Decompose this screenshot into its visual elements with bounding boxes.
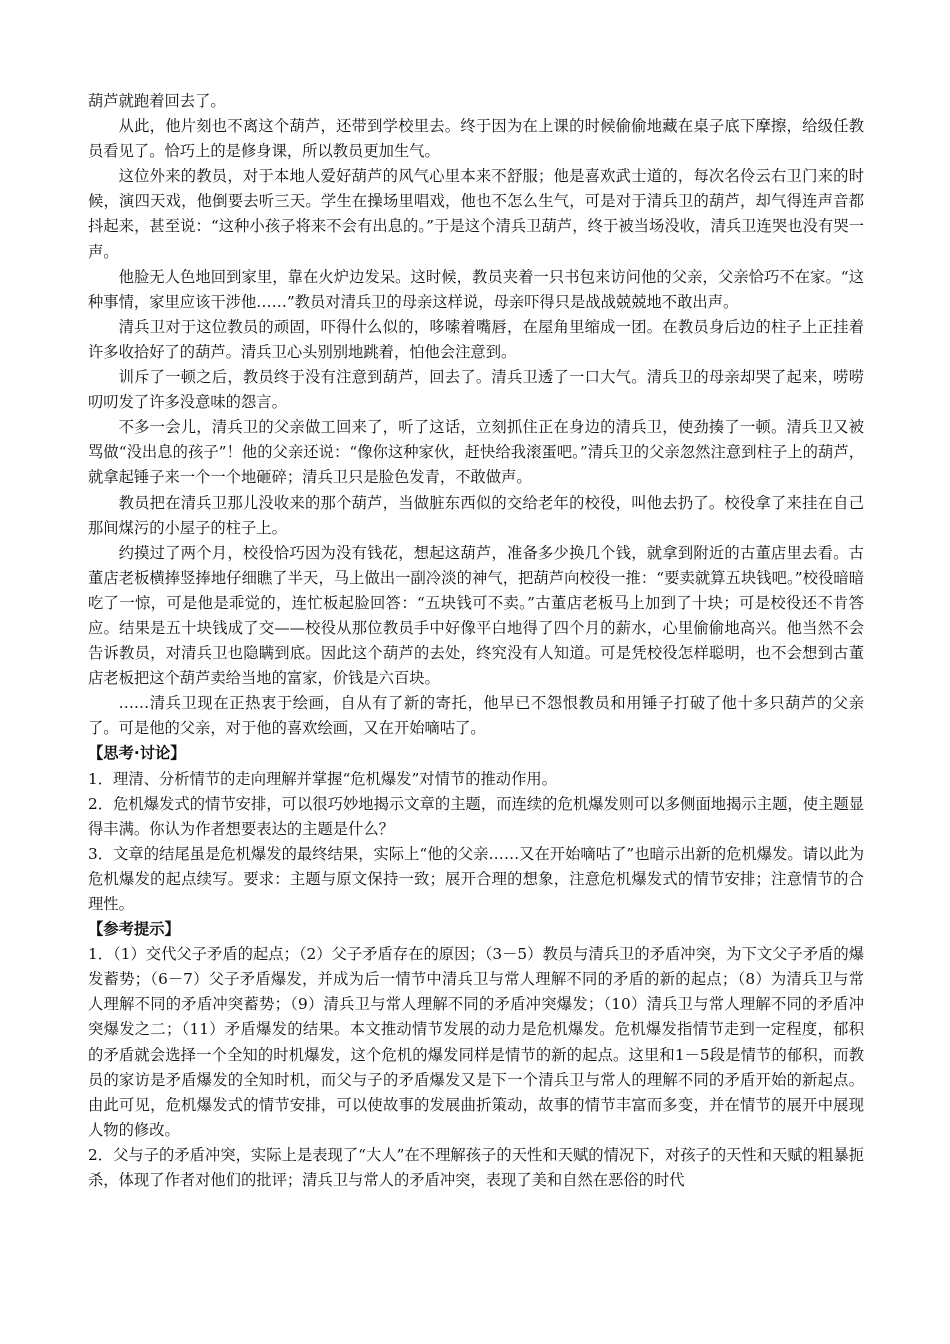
story-paragraph: 训斥了一顿之后，教员终于没有注意到葫芦，回去了。清兵卫透了一口大气。清兵卫的母亲却哭了起来，唠唠叨叨发了许多没意味的怨言。 xyxy=(88,368,864,412)
story-paragraph: 他脸无人色地回到家里，靠在火炉边发呆。这时候，教员夹着一只书包来访问他的父亲，父亲恰巧不在家。“这种事情，家里应该干涉他……”教员对清兵卫的母亲这样说，母亲吓得只是战战兢兢地不敢出声。 xyxy=(88,267,864,311)
story-paragraph: 不多一会儿，清兵卫的父亲做工回来了，听了这话，立刻抓住正在身边的清兵卫，使劲揍了一顿。清兵卫又被骂做“没出息的孩子”！他的父亲还说：“像你这种家伙，赶快给我滚蛋吧。”清兵卫的父亲忽然注意到柱子上的葫芦，就拿起锤子来一个一个地砸碎；清兵卫只是脸色发青，不敢做声。 xyxy=(88,418,864,487)
story-paragraph: 清兵卫对于这位教员的顽固，吓得什么似的，哆嗦着嘴唇，在屋角里缩成一团。在教员身后边的柱子上正挂着许多收拾好了的葫芦。清兵卫心头别别地跳着，怕他会注意到。 xyxy=(88,317,864,361)
document-page xyxy=(88,89,864,1193)
discussion-question: 1．理清、分析情节的走向理解并掌握“危机爆发”对情节的推动作用。 xyxy=(88,769,557,788)
hint-answer: 2．父与子的矛盾冲突，实际上是表现了“大人”在不理解孩子的天性和天赋的情况下，对孩子的天性和天赋的粗暴扼杀，体现了作者对他们的批评；清兵卫与常人的矛盾冲突，表现了美和自然在恶俗的时代 xyxy=(88,1145,864,1190)
story-paragraph: 教员把在清兵卫那儿没收来的那个葫芦，当做脏东西似的交给老年的校役，叫他去扔了。校役拿了来挂在自己那间煤污的小屋子的柱子上。 xyxy=(88,493,864,537)
story-paragraph: ……清兵卫现在正热衷于绘画，自从有了新的寄托，他早已不怨恨教员和用锤子打破了他十多只葫芦的父亲了。可是他的父亲，对于他的喜欢绘画，又在开始嘀咕了。 xyxy=(88,694,864,738)
discussion-question: 3．文章的结尾虽是危机爆发的最终结果，实际上“他的父亲……又在开始嘀咕了”也暗示出新的危机爆发。请以此为危机爆发的起点续写。要求：主题与原文保持一致；展开合理的想象，注意危机爆发式的情节安排；注意情节的合理性。 xyxy=(88,844,864,913)
hint-answer: 1．（1）交代父子矛盾的起点；（2）父子矛盾存在的原因；（3－5）教员与清兵卫的矛盾冲突，为下文父子矛盾的爆发蓄势；（6－7）父子矛盾爆发，并成为后一情节中清兵卫与常人理解不同的矛盾的新的起点；（8）为清兵卫与常人理解不同的矛盾冲突蓄势；（9）清兵卫与常人理解不同的矛盾冲突爆发；（10）清兵卫与常人理解不同的矛盾冲突爆发之二；（11）矛盾爆发的结果。本文推动情节发展的动力是危机爆发。危机爆发指情节走到一定程度，郁积的矛盾就会选择一个全知的时机爆发，这个危机的爆发同样是情节的新的起点。这里和1－5段是情节的郁积，而教员的家访是矛盾爆发的全知时机，而父与子的矛盾爆发又是下一个清兵卫与常人的理解不同的矛盾开始的新起点。由此可见，危机爆发式的情节安排，可以使故事的发展曲折策动，故事的情节丰富而多变，并在情节的展开中展现人物的修改。 xyxy=(88,945,864,1139)
discussion-heading: 【思考·讨论】 xyxy=(88,744,186,763)
story-paragraph: 这位外来的教员，对于本地人爱好葫芦的风气心里本来不舒服；他是喜欢武士道的，每次名伶云右卫门来的时候，演四天戏，他倒要去听三天。学生在操场里唱戏，他也不怎么生气，可是对于清兵卫的葫芦，却气得连声音都抖起来，甚至说：“这种小孩子将来不会有出息的。”于是这个清兵卫葫芦，终于被当场没收，清兵卫连哭也没有哭一声。 xyxy=(88,167,864,261)
discussion-question: 2．危机爆发式的情节安排，可以很巧妙地揭示文章的主题，而连续的危机爆发则可以多侧面地揭示主题，使主题显得丰满。你认为作者想要表达的主题是什么？ xyxy=(88,794,864,838)
hints-heading: 【参考提示】 xyxy=(88,920,180,939)
story-paragraph: 约摸过了两个月，校役恰巧因为没有钱花，想起这葫芦，准备多少换几个钱，就拿到附近的古董店里去看。古董店老板横捧竖捧地仔细瞧了半天，马上做出一副冷淡的神气，把葫芦向校役一推：“要卖就算五块钱吧。”校役暗暗吃了一惊，可是他是乖觉的，连忙板起脸回答：“五块钱可不卖。”古董店老板马上加到了十块；可是校役还不肯答应。结果是五十块钱成了交——校役从那位教员手中好像平白地得了四个月的薪水，心里偷偷地高兴。他当然不会告诉教员，对清兵卫也隐瞒到底。因此这个葫芦的去处，终究没有人知道。可是凭校役怎样聪明，也不会想到古董店老板把这个葫芦卖给当地的富家，价钱是六百块。 xyxy=(88,543,864,688)
story-paragraph: 葫芦就跑着回去了。 xyxy=(88,92,226,110)
story-paragraph: 从此，他片刻也不离这个葫芦，还带到学校里去。终于因为在上课的时候偷偷地藏在桌子底下摩擦，给级任教员看见了。恰巧上的是修身课，所以教员更加生气。 xyxy=(88,117,864,161)
